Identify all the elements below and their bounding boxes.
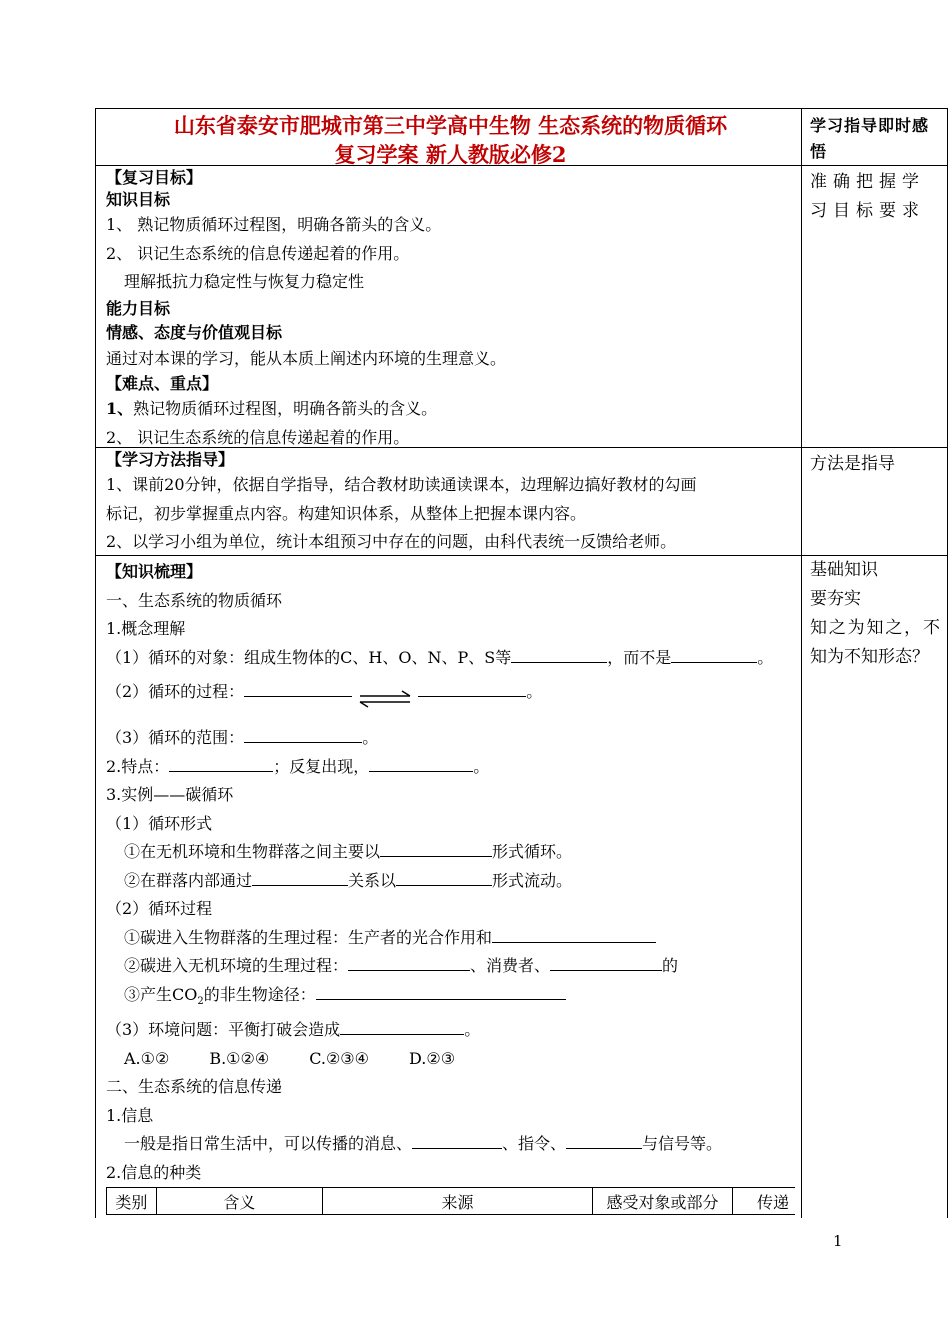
cycle-range-line — [106, 724, 795, 753]
blank-field[interactable] — [169, 753, 273, 772]
ability-goals-heading: 能力目标 — [106, 298, 171, 318]
side-title — [802, 109, 947, 165]
knowledge-goal-2: 2、 识记生态系统的信息传递起着的作用。 — [106, 243, 410, 263]
blank-field[interactable] — [671, 644, 757, 663]
info-heading: 1.信息 — [106, 1105, 154, 1125]
cycle-form-a — [106, 838, 795, 867]
emotion-goals-heading: 情感、态度与价值观目标 — [106, 322, 283, 342]
cycle-form-b — [106, 867, 795, 896]
feature-line — [106, 753, 795, 782]
material-cycle-heading: 一、生态系统的物质循环 — [106, 590, 283, 610]
blank-field[interactable] — [550, 952, 662, 971]
header-receiver: 感受对象或部分 — [592, 1188, 732, 1215]
cycle-process-end: 。 — [526, 682, 543, 701]
header-transfer: 传递 — [732, 1188, 795, 1215]
environment-problem-end: 。 — [464, 1020, 481, 1040]
concept-heading: 1.概念理解 — [106, 619, 186, 638]
blank-field[interactable] — [340, 1016, 464, 1035]
co2-subscript: 2 — [197, 995, 204, 1007]
feature-end: 。 — [473, 756, 490, 776]
option-b[interactable]: B.①②④ — [209, 1048, 270, 1068]
knowledge-cell — [96, 556, 802, 1218]
key-point-1-number: 1、 — [106, 399, 134, 418]
cycle-process-heading: （2）循环过程 — [106, 899, 213, 918]
method-cell — [96, 448, 802, 555]
side-title-text: 学习指导即时感悟 — [810, 116, 930, 161]
knowledge-section-heading: 【知识梳理】 — [106, 562, 203, 581]
goals-side-note — [802, 166, 947, 447]
blank-field[interactable] — [396, 867, 492, 886]
option-d[interactable]: D.②③ — [409, 1048, 456, 1068]
key-point-1 — [106, 395, 795, 424]
knowledge-side-note — [802, 556, 947, 1218]
key-points-heading: 【难点、重点】 — [106, 374, 219, 393]
co2-abiotic-post: 的非生物途径： — [203, 984, 316, 1004]
cycle-process-text: （2）循环的过程： — [106, 682, 245, 701]
method-row — [95, 448, 948, 556]
carbon-enter-environment-end: 的 — [662, 956, 679, 975]
knowledge-goal-1: 1、 熟记物质循环过程图，明确各箭头的含义。 — [106, 215, 442, 234]
header-category: 类别 — [107, 1188, 157, 1215]
cycle-object-mid: ，而不是 — [607, 647, 672, 667]
blank-field[interactable] — [244, 678, 352, 697]
cycle-form-b-text: ②在群落内部通过 — [124, 870, 253, 890]
knowledge-goals-heading: 知识目标 — [106, 190, 171, 209]
co2-abiotic-text: ③产生CO — [124, 984, 198, 1004]
goals-section-heading: 【复习目标】 — [106, 168, 203, 187]
option-a[interactable]: A.①② — [124, 1048, 170, 1068]
info-definition-mid: 、指令、 — [502, 1134, 567, 1154]
info-types-heading: 2.信息的种类 — [106, 1162, 202, 1182]
page-number: 1 — [833, 1232, 843, 1250]
carbon-enter-community — [106, 924, 795, 953]
method-paragraph-2: 2、以学习小组为单位，统计本组预习中存在的问题，由科代表统一反馈给老师。 — [106, 532, 677, 551]
key-point-1-text: 熟记物质循环过程图，明确各箭头的含义。 — [133, 399, 438, 418]
header-meaning: 含义 — [156, 1188, 322, 1215]
carbon-enter-community-text: ①碳进入生物群落的生理过程：生产者的光合作用和 — [124, 927, 493, 947]
blank-field[interactable] — [316, 981, 566, 1000]
info-types-table — [106, 1187, 795, 1215]
blank-field[interactable] — [348, 952, 470, 971]
cycle-range-text: （3）循环的范围： — [106, 728, 245, 747]
cycle-form-a-text: ①在无机环境和生物群落之间主要以 — [124, 842, 381, 861]
method-paragraph-1b: 标记，初步掌握重点内容。构建知识体系，从整体上把握本课内容。 — [106, 503, 587, 523]
knowledge-goal-3: 理解抵抗力稳定性与恢复力稳定性 — [124, 272, 365, 291]
blank-field[interactable] — [369, 753, 473, 772]
blank-field[interactable] — [511, 644, 607, 663]
info-definition — [106, 1130, 795, 1159]
blank-field[interactable] — [566, 1130, 642, 1149]
blank-field[interactable] — [380, 838, 492, 857]
side-note-2: 要夯实 — [810, 589, 861, 609]
method-side-note-text: 方法是指导 — [810, 454, 895, 474]
feature-text: 2.特点： — [106, 756, 170, 776]
cycle-process-line — [106, 672, 795, 724]
title-line-2: 复习学案 新人教版必修2 — [334, 142, 567, 167]
environment-problem-line — [106, 1016, 795, 1045]
carbon-enter-environment-mid: 、消费者、 — [470, 956, 551, 975]
cycle-range-end: 。 — [362, 728, 379, 747]
side-note-1: 基础知识 — [810, 560, 878, 580]
header-source: 来源 — [323, 1188, 593, 1215]
method-paragraph-1a: 1、课前20分钟，依据自学指导，结合教材助读通读课本，边理解边搞好教材的勾画 — [106, 475, 697, 494]
blank-field[interactable] — [418, 678, 526, 697]
co2-abiotic-line — [106, 981, 795, 1017]
header-row — [95, 108, 948, 166]
cycle-object-line — [106, 644, 795, 673]
cycle-form-a-end: 形式循环。 — [492, 842, 573, 861]
info-definition-end: 与信号等。 — [642, 1134, 723, 1154]
emotion-goal-text: 通过对本课的学习，能从本质上阐述内环境的生理意义。 — [106, 348, 507, 368]
knowledge-row — [95, 556, 948, 1218]
goals-side-note-text: 准确把握学习目标要求 — [810, 172, 925, 221]
carbon-enter-environment — [106, 952, 795, 981]
goals-cell — [96, 166, 802, 447]
key-point-2: 2、 识记生态系统的信息传递起着的作用。 — [106, 427, 410, 447]
method-section-heading: 【学习方法指导】 — [106, 450, 235, 469]
method-side-note — [802, 448, 947, 555]
cycle-form-b-mid: 关系以 — [348, 870, 397, 890]
answer-options — [106, 1045, 795, 1074]
side-note-3: 知之为知之，不知为不知形态？ — [810, 618, 940, 667]
cycle-object-end: 。 — [757, 647, 774, 667]
cycle-form-b-end: 形式流动。 — [492, 870, 573, 890]
cycle-object-text: （1）循环的对象：组成生物体的C、H、O、N、P、S等 — [106, 647, 512, 667]
title-line-1: 山东省泰安市肥城市第三中学高中生物 生态系统的物质循环 — [173, 113, 728, 138]
goals-row — [95, 166, 948, 448]
study-guide-table — [95, 108, 948, 1218]
blank-field[interactable] — [492, 924, 656, 943]
blank-field[interactable] — [244, 724, 362, 743]
reversible-arrow-icon — [358, 689, 412, 709]
blank-field[interactable] — [412, 1130, 502, 1149]
cycle-form-heading: （1）循环形式 — [106, 813, 213, 833]
info-definition-text: 一般是指日常生活中，可以传播的消息、 — [124, 1134, 413, 1154]
carbon-enter-environment-text: ②碳进入无机环境的生理过程： — [124, 956, 349, 975]
carbon-cycle-heading: 3.实例——碳循环 — [106, 785, 234, 804]
blank-field[interactable] — [252, 867, 348, 886]
feature-mid: ；反复出现， — [273, 756, 370, 776]
info-transfer-heading: 二、生态系统的信息传递 — [106, 1077, 283, 1097]
table-header-row — [107, 1188, 796, 1215]
environment-problem-text: （3）环境问题：平衡打破会造成 — [106, 1020, 341, 1040]
title-cell — [96, 109, 802, 165]
option-c[interactable]: C.②③④ — [309, 1048, 369, 1068]
document-title — [106, 109, 795, 171]
